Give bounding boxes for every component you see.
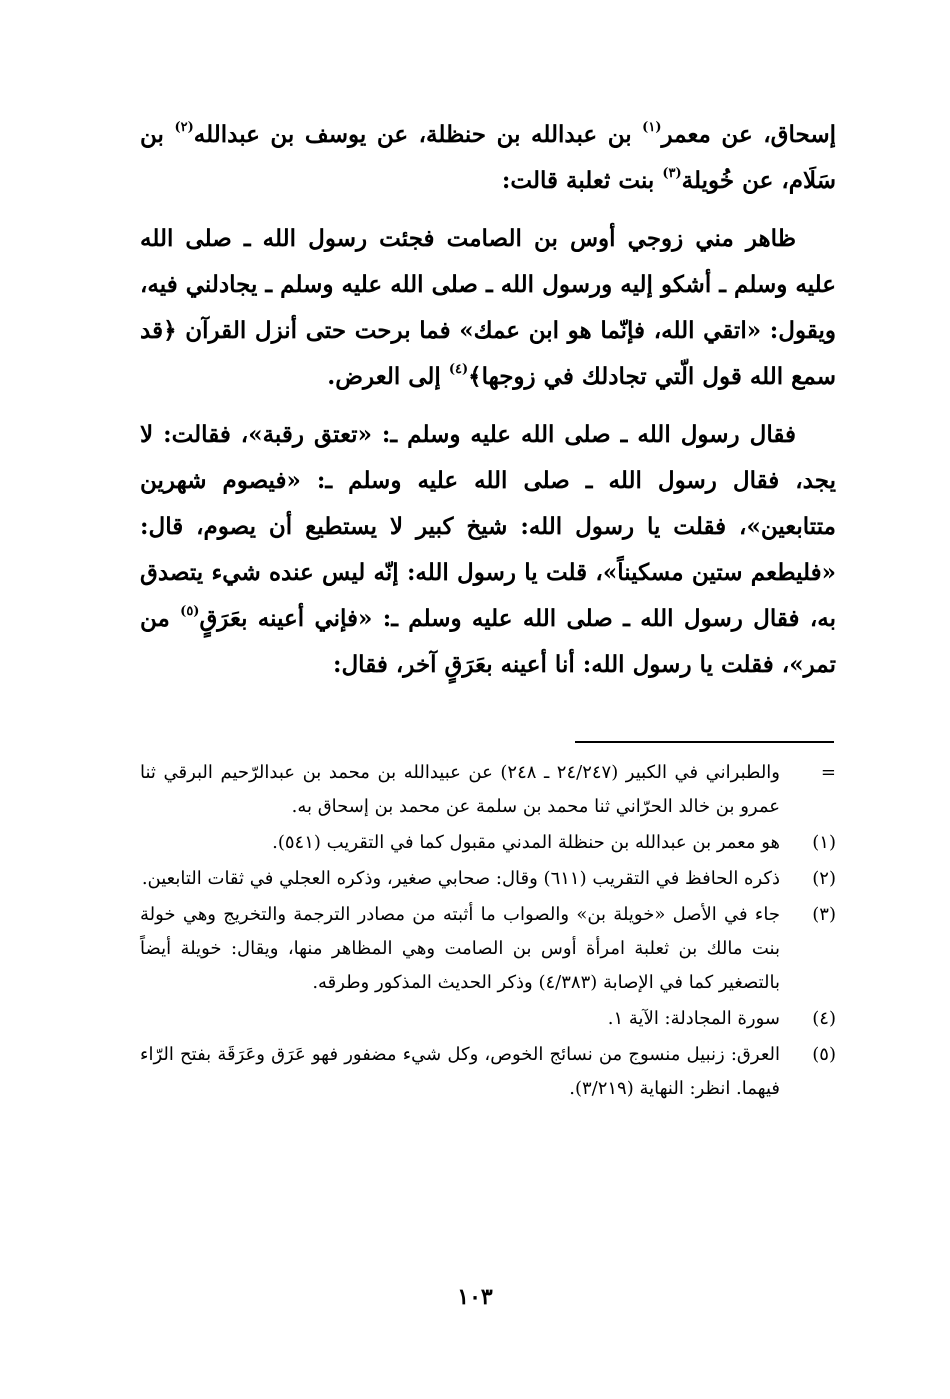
- footnote-text: هو معمر بن عبدالله بن حنظلة المدني مقبول كما في التقريب (٥٤١).: [272, 832, 780, 853]
- footnote-text: جاء في الأصل «خويلة بن» والصواب ما أثبته من مصادر الترجمة والتخريج وهي خولة بنت مالك بن ثعلبة امرأة أوس بن الصامت وهي المظاهر منها، ويقال: خويلة أيضاً بالتصغير كما في الإصابة (٤/٣٨٣) وذكر الحديث المذكور وطرقه.: [140, 904, 780, 993]
- footnote-continuation: [140, 756, 836, 824]
- text-run: إلى العرض.: [327, 363, 449, 390]
- footnote-ref-2[interactable]: (٢): [174, 120, 194, 136]
- text-run: إسحاق، عن معمر: [661, 121, 837, 148]
- footnote-2: [140, 862, 836, 896]
- paragraph-3: [140, 412, 836, 688]
- footnote-4: [140, 1002, 836, 1036]
- main-text: [140, 112, 836, 700]
- footnote-text: والطبراني في الكبير (٢٤/٢٤٧ ـ ٢٤٨) عن عبيدالله بن محمد بن عبدالرّحيم البرقي ثنا عمرو بن خالد الحرّاني ثنا محمد بن سلمة عن محمد بن إسحاق به.: [140, 762, 780, 817]
- footnote-separator: [575, 741, 834, 743]
- footnote-number: (٢): [812, 868, 836, 889]
- footnote-ref-4[interactable]: (٤): [448, 362, 469, 378]
- footnote-ref-5[interactable]: (٥): [180, 604, 200, 620]
- text-run: بن عبدالله بن حنظلة، عن يوسف بن عبدالله: [193, 121, 643, 148]
- footnote-1: [140, 826, 836, 860]
- footnote-text: ذكره الحافظ في التقريب (٦١١) وقال: صحابي صغير، وذكره العجلي في ثقات التابعين.: [141, 868, 780, 889]
- text-run: ظاهر مني زوجي أوس بن الصامت فجئت رسول الله ـ صلى الله عليه وسلم ـ أشكو إليه ورسول الله ـ صلى الله عليه وسلم ـ يجادلني فيه، ويقول: «اتقي الله، فإنّما هو ابن عمك» فما برحت حتى أنزل القرآن: [140, 225, 836, 344]
- footnote-number: (١): [812, 832, 836, 853]
- footnote-text: العرق: زنبيل منسوج من نسائج الخوص، وكل شيء مضفور فهو عَرَق وعَرَقَة بفتح الرّاء فيهما. انظر: النهاية (٣/٢١٩).: [140, 1044, 780, 1099]
- footnote-3: [140, 898, 836, 1000]
- footnote-number: (٥): [812, 1044, 836, 1065]
- footnote-number: (٣): [812, 904, 836, 925]
- footnote-number: (٤): [812, 1008, 836, 1029]
- footnote-text: سورة المجادلة: الآية ١.: [607, 1008, 780, 1029]
- footnotes: [140, 756, 836, 1108]
- paragraph-2: [140, 216, 836, 400]
- footnote-ref-3[interactable]: (٣): [662, 166, 682, 182]
- paragraph-1: [140, 112, 836, 204]
- text-run: بنت ثعلبة قالت:: [501, 167, 663, 194]
- quran-verse: ﴿قد سمع الله قول الّتي تجادلك في زوجها﴾: [140, 317, 836, 390]
- footnote-5: [140, 1038, 836, 1106]
- text-run: فقال رسول الله ـ صلى الله عليه وسلم ـ: «تعتق رقبة»، فقالت: لا يجد، فقال رسول الله ـ صلى الله عليه وسلم ـ: «فيصوم شهرين متتابعين»، فقلت يا رسول الله: شيخ كبير لا يستطيع أن يصوم، قال: «فليطعم ستين مسكيناً»، قلت يا رسول الله: إنّه ليس عنده شيء يتصدق به، فقال رسول الله ـ صلى الله عليه وسلم ـ: «فإني أعينه بعَرَقٍ: [140, 421, 836, 632]
- footnote-ref-1[interactable]: (١): [642, 120, 662, 136]
- text-run: من تمر»، فقلت يا رسول الله: أنا أعينه بعَرَقٍ آخر، فقال:: [140, 605, 836, 678]
- footnote-number: =: [820, 762, 836, 783]
- page-number: ١٠٣: [457, 1284, 493, 1310]
- text-run: بن سَلَام، عن خُويلة: [140, 121, 836, 194]
